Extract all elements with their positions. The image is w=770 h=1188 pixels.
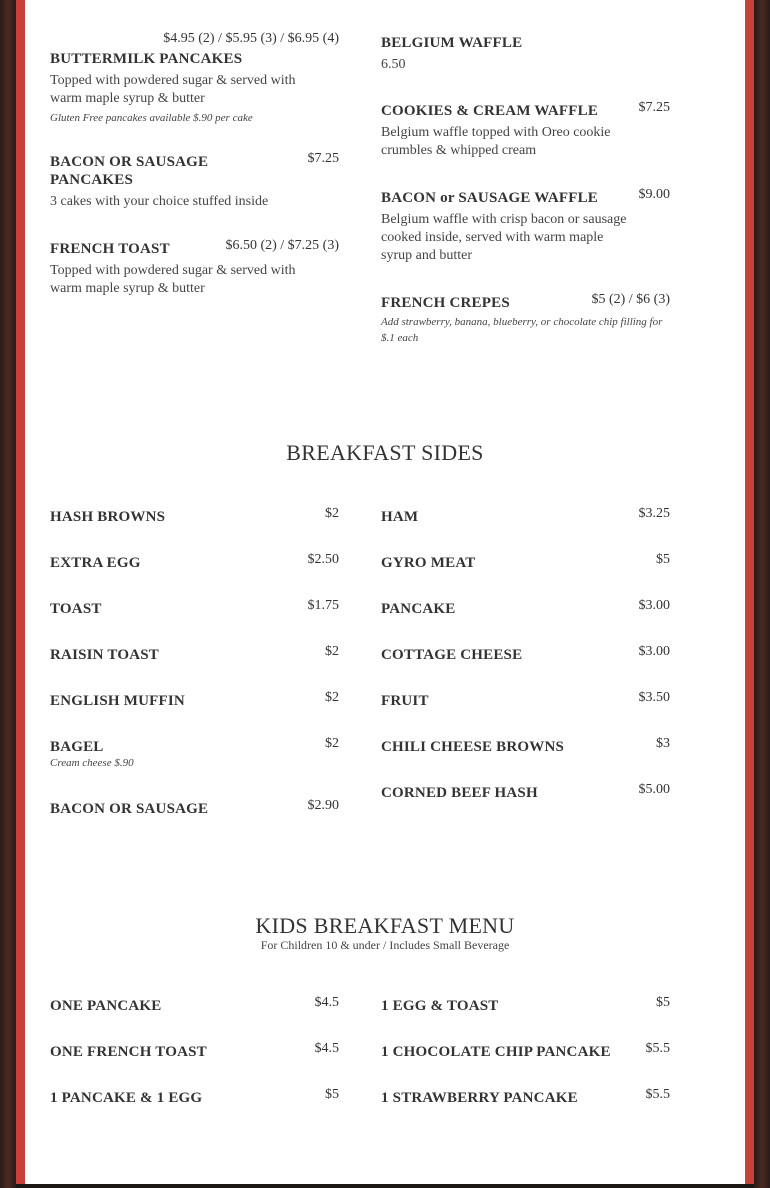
kids-item bbox=[381, 997, 670, 1043]
item-name: RAISIN TOAST bbox=[50, 647, 159, 663]
item-description: 3 cakes with your choice stuffed inside bbox=[50, 194, 269, 209]
item-price: $7.25 bbox=[638, 100, 670, 115]
item-description: Topped with powdered sugar & served with warm maple syrup & butter bbox=[50, 263, 296, 296]
sides-right-column bbox=[381, 508, 670, 830]
menu-item-french-toast bbox=[50, 240, 339, 298]
item-price: $3.50 bbox=[638, 690, 670, 705]
item-price: $6.50 (2) / $7.25 (3) bbox=[225, 238, 339, 253]
item-price: $5.5 bbox=[645, 1041, 670, 1056]
item-price: $4.95 (2) / $5.95 (3) / $6.95 (4) bbox=[163, 31, 339, 46]
item-name: FRENCH CREPES bbox=[381, 295, 510, 311]
breakfast-right-column bbox=[381, 34, 670, 74]
item-price: $3.25 bbox=[638, 506, 670, 521]
side-item bbox=[381, 646, 670, 692]
item-name: PANCAKE bbox=[381, 601, 456, 617]
item-price: $2 bbox=[325, 644, 339, 659]
item-name: COOKIES & CREAM WAFFLE bbox=[381, 103, 599, 119]
item-name: COTTAGE CHEESE bbox=[381, 647, 523, 663]
item-name: ENGLISH MUFFIN bbox=[50, 693, 185, 709]
item-price: $3.00 bbox=[638, 598, 670, 613]
kids-right-column bbox=[381, 997, 670, 1135]
item-description: Topped with powdered sugar & served with warm maple syrup & butter bbox=[50, 73, 296, 106]
item-note: Add strawberry, banana, blueberry, or chocolate chip filling for $.1 each bbox=[381, 316, 663, 344]
item-price: $4.5 bbox=[314, 1041, 339, 1056]
item-name: BAGEL bbox=[50, 739, 104, 755]
menu-item-belgium-waffle bbox=[381, 34, 670, 74]
side-item bbox=[50, 554, 339, 600]
side-item bbox=[50, 692, 339, 738]
side-item bbox=[381, 554, 670, 600]
item-price: $9.00 bbox=[638, 187, 670, 202]
item-name: BACON OR SAUSAGE PANCAKES bbox=[50, 154, 209, 188]
item-price: $3 bbox=[656, 736, 670, 751]
kids-item bbox=[381, 1043, 670, 1089]
menu-item-cookies-cream-waffle bbox=[381, 102, 670, 160]
item-price: $2.50 bbox=[307, 552, 339, 567]
item-price: $2.90 bbox=[307, 798, 339, 813]
item-description: Belgium waffle with crisp bacon or sausage cooked inside, served with warm maple syrup and butter bbox=[381, 212, 627, 263]
item-price: $5 (2) / $6 (3) bbox=[591, 292, 670, 307]
menu-item-buttermilk-pancakes bbox=[50, 31, 339, 126]
breakfast-left-column-3 bbox=[50, 240, 339, 298]
kids-left-column bbox=[50, 997, 339, 1135]
item-name: ONE PANCAKE bbox=[50, 998, 162, 1014]
breakfast-right-column-3 bbox=[381, 189, 670, 265]
item-name: FRUIT bbox=[381, 693, 429, 709]
side-item bbox=[50, 800, 339, 846]
item-price: $5 bbox=[656, 995, 670, 1010]
frame-edge-left bbox=[0, 0, 16, 1188]
item-name: 1 EGG & TOAST bbox=[381, 998, 499, 1014]
breakfast-left-column-2 bbox=[50, 153, 339, 211]
kids-item bbox=[50, 1043, 339, 1089]
section-title-breakfast-sides: BREAKFAST SIDES bbox=[286, 440, 484, 465]
item-note: Cream cheese $.90 bbox=[50, 757, 134, 769]
item-name: HASH BROWNS bbox=[50, 509, 166, 525]
item-name: FRENCH TOAST bbox=[50, 241, 170, 257]
item-price: $7.25 bbox=[307, 151, 339, 166]
side-item bbox=[381, 784, 670, 830]
menu-item-french-crepes bbox=[381, 294, 670, 346]
item-name: HAM bbox=[381, 509, 419, 525]
side-item bbox=[50, 738, 339, 800]
item-name: BELGIUM WAFFLE bbox=[381, 35, 523, 51]
sides-left-column bbox=[50, 508, 339, 846]
kids-item bbox=[381, 1089, 670, 1135]
item-price: $3.00 bbox=[638, 644, 670, 659]
kids-item bbox=[50, 997, 339, 1043]
side-item bbox=[381, 508, 670, 554]
item-name: BUTTERMILK PANCAKES bbox=[50, 51, 243, 67]
side-item bbox=[381, 692, 670, 738]
item-name: EXTRA EGG bbox=[50, 555, 141, 571]
item-price: $2 bbox=[325, 736, 339, 751]
item-name: 1 STRAWBERRY PANCAKE bbox=[381, 1090, 578, 1106]
item-name: CHILI CHEESE BROWNS bbox=[381, 739, 565, 755]
side-item bbox=[50, 600, 339, 646]
item-price: $5 bbox=[656, 552, 670, 567]
item-name: BACON OR SAUSAGE bbox=[50, 801, 209, 817]
item-name: 1 PANCAKE & 1 EGG bbox=[50, 1090, 203, 1106]
section-subtitle-kids-menu: For Children 10 & under / Includes Small Beverage bbox=[260, 938, 510, 952]
item-name: BACON or SAUSAGE WAFFLE bbox=[381, 190, 598, 206]
item-name: ONE FRENCH TOAST bbox=[50, 1044, 207, 1060]
item-price: $5.5 bbox=[645, 1087, 670, 1102]
kids-item bbox=[50, 1089, 339, 1135]
item-price: $1.75 bbox=[307, 598, 339, 613]
side-item bbox=[50, 508, 339, 554]
breakfast-left-column bbox=[50, 31, 339, 126]
section-title-kids-menu: KIDS BREAKFAST MENU bbox=[255, 913, 515, 938]
item-description: Belgium waffle topped with Oreo cookie crumbles & whipped cream bbox=[381, 125, 611, 158]
item-note: Gluten Free pancakes available $.90 per cake bbox=[50, 112, 253, 124]
menu-item-bacon-sausage-waffle bbox=[381, 189, 670, 265]
item-price: $2 bbox=[325, 506, 339, 521]
item-description: 6.50 bbox=[381, 57, 406, 72]
item-price: $4.5 bbox=[314, 995, 339, 1010]
item-name: CORNED BEEF HASH bbox=[381, 785, 538, 801]
item-price: $2 bbox=[325, 690, 339, 705]
side-item bbox=[381, 738, 670, 784]
item-name: 1 CHOCOLATE CHIP PANCAKE bbox=[381, 1044, 611, 1060]
menu-item-bacon-sausage-pancakes bbox=[50, 153, 339, 211]
breakfast-right-column-4 bbox=[381, 294, 670, 346]
frame-edge-right bbox=[754, 0, 770, 1188]
side-item bbox=[381, 600, 670, 646]
breakfast-right-column-2 bbox=[381, 102, 670, 160]
item-name: TOAST bbox=[50, 601, 102, 617]
item-name: GYRO MEAT bbox=[381, 555, 476, 571]
item-price: $5.00 bbox=[638, 782, 670, 797]
item-price: $5 bbox=[325, 1087, 339, 1102]
side-item bbox=[50, 646, 339, 692]
